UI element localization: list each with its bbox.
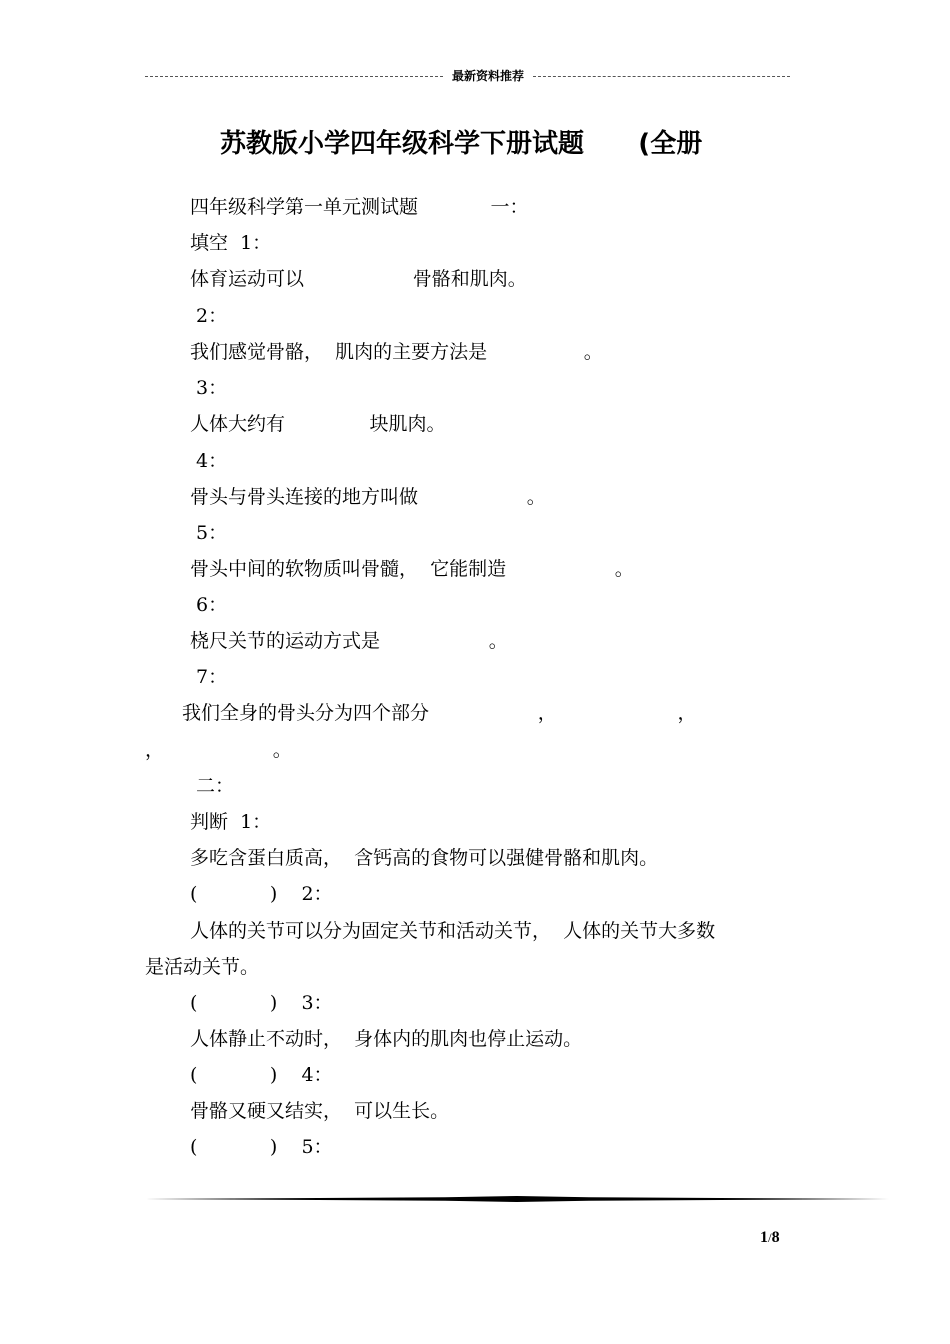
page-current: 1 xyxy=(760,1229,768,1246)
text-line: ( ) 5： xyxy=(190,1136,333,1158)
header-rule-left xyxy=(145,76,443,77)
text-line: 多吃含蛋白质高， 含钙高的食物可以强健骨骼和肌肉。 xyxy=(190,847,659,869)
text-line: ( ) 4： xyxy=(190,1064,333,1086)
text-line: 4： xyxy=(190,450,228,472)
page-separator: / xyxy=(768,1230,772,1245)
text-line: 人体静止不动时， 身体内的肌肉也停止运动。 xyxy=(190,1028,583,1050)
text-line: 3： xyxy=(190,377,228,399)
text-line: 填空 1： xyxy=(190,232,272,254)
text-line: ( ) 2： xyxy=(190,883,333,905)
header-rule-right xyxy=(533,76,790,77)
text-line: 5： xyxy=(190,522,228,544)
text-line: 2： xyxy=(190,305,228,327)
header-label: 最新资料推荐 xyxy=(443,68,533,84)
text-line: ( ) 3： xyxy=(190,992,333,1014)
text-line: 是活动关节。 xyxy=(145,956,260,978)
footer-rule xyxy=(145,1196,889,1202)
text-line: 桡尺关节的运动方式是 。 xyxy=(190,630,508,652)
text-line: 6： xyxy=(190,594,228,616)
text-line: 体育运动可以 骨骼和肌肉。 xyxy=(190,268,527,290)
page-total: 8 xyxy=(771,1229,780,1246)
text-line: 二： xyxy=(190,775,235,797)
page-number xyxy=(760,1229,820,1247)
text-line: 骨头中间的软物质叫骨髓， 它能制造 。 xyxy=(190,558,634,580)
document-title: 苏教版小学四年级科学下册试题 (全册 xyxy=(220,129,703,159)
text-line: 人体的关节可以分为固定关节和活动关节， 人体的关节大多数 xyxy=(190,920,716,942)
text-line: 人体大约有 块肌肉。 xyxy=(190,413,446,435)
text-line: ， 。 xyxy=(145,739,292,761)
text-line: 骨头与骨头连接的地方叫做 。 xyxy=(190,486,546,508)
text-line: 判断 1： xyxy=(190,811,272,833)
text-line: 我们全身的骨头分为四个部分 ， ， xyxy=(182,702,697,724)
text-line: 四年级科学第一单元测试题 一： xyxy=(190,196,529,218)
text-line: 骨骼又硬又结实， 可以生长。 xyxy=(190,1100,450,1122)
text-line: 我们感觉骨骼， 肌肉的主要方法是 。 xyxy=(190,341,603,363)
text-line: 7： xyxy=(190,666,228,688)
